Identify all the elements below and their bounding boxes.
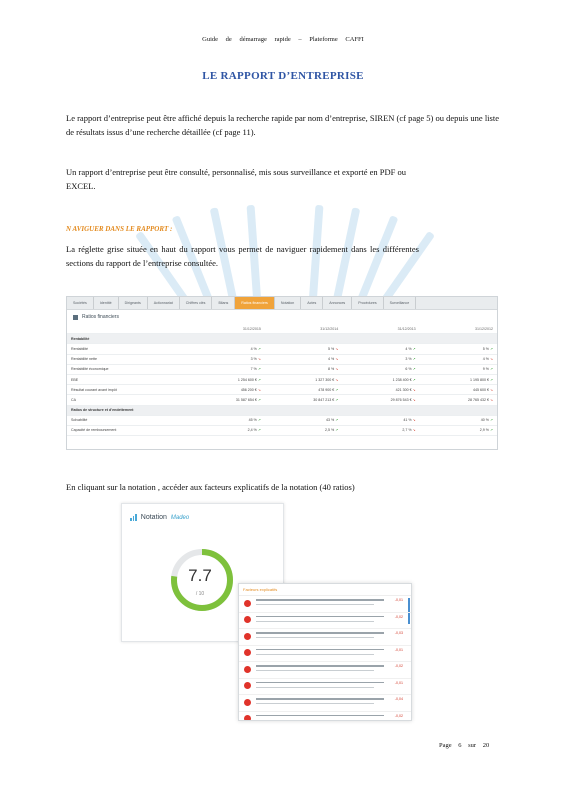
row-value: 2,5 % ↗ — [265, 425, 342, 435]
trend-down-icon: ↘ — [257, 357, 261, 362]
factor-value: -0,03 — [394, 631, 403, 635]
factor-title-line — [256, 632, 384, 634]
nav-tab[interactable]: Actionnariat — [148, 297, 180, 309]
row-value: 4 % ↗ — [342, 344, 419, 354]
factor-value: -0,02 — [394, 664, 403, 668]
row-value: 1 254 600 € ↗ — [187, 374, 264, 384]
ratios-screenshot — [66, 296, 498, 450]
factor-desc-line — [256, 670, 374, 671]
row-value: 1 238 400 € ↗ — [342, 374, 419, 384]
row-value: 5 % ↗ — [420, 344, 497, 354]
alert-dot-icon — [244, 616, 251, 623]
nav-tab[interactable]: Chiffres clés — [180, 297, 213, 309]
chart-bars-icon — [130, 514, 137, 521]
row-value: 43 % ↗ — [265, 415, 342, 425]
row-value: 28 765 432 € ↘ — [420, 395, 497, 405]
factor-title-line — [256, 682, 384, 684]
table-row — [67, 344, 497, 354]
factor-value: -0,02 — [394, 614, 403, 619]
row-value: 4 % ↘ — [265, 354, 342, 364]
factor-value: -0,04 — [394, 697, 403, 701]
row-value: 478 900 € ↗ — [265, 385, 342, 395]
trend-down-icon: ↘ — [412, 387, 416, 392]
nav-tab[interactable]: Surveillance — [384, 297, 417, 309]
trend-down-icon: ↘ — [412, 418, 416, 423]
trend-down-icon: ↘ — [489, 357, 493, 362]
factor-title-line — [256, 649, 384, 651]
nav-tab[interactable]: Procédures — [352, 297, 383, 309]
ratios-section-title — [67, 310, 497, 324]
alert-dot-icon — [244, 715, 251, 721]
trend-up-icon: ↗ — [257, 367, 261, 372]
factor-desc-line — [256, 687, 374, 688]
row-value: 421 300 € ↘ — [342, 385, 419, 395]
row-value: 4 % ↗ — [187, 344, 264, 354]
row-value: 2,7 % ↘ — [342, 425, 419, 435]
header-cell — [67, 324, 187, 334]
factor-row[interactable] — [239, 613, 411, 630]
table-row — [67, 415, 497, 425]
factor-row[interactable] — [239, 712, 411, 722]
row-value: 9 % ↗ — [420, 364, 497, 374]
factor-title-line — [256, 665, 384, 667]
nav-tab[interactable]: Identité — [94, 297, 119, 309]
ratios-table — [67, 324, 497, 436]
nav-tab[interactable]: Dirigeants — [119, 297, 148, 309]
trend-up-icon: ↗ — [412, 367, 416, 372]
row-value: 4 % ↘ — [420, 354, 497, 364]
factor-row[interactable] — [239, 695, 411, 712]
nav-tab[interactable]: Annonces — [323, 297, 352, 309]
trend-down-icon: ↘ — [335, 377, 339, 382]
trend-down-icon: ↘ — [257, 387, 261, 392]
table-row — [67, 374, 497, 384]
intro-paragraph: Le rapport d’entreprise peut être affiché depuis la recherche rapide par nom d’entreprise, SIREN (cf page 5) ou depuis une liste de résultats issus d’une recherche détaillée (cf page 11). — [66, 113, 499, 137]
trend-up-icon: ↗ — [257, 428, 261, 433]
row-value: 3 % ↘ — [187, 354, 264, 364]
row-value: 40 % ↗ — [420, 415, 497, 425]
column-header: 31/12/2012 — [420, 324, 497, 334]
table-icon — [73, 315, 78, 320]
column-header: 31/12/2014 — [265, 324, 342, 334]
row-label: Solvabilité — [67, 415, 187, 425]
row-value: 29 876 543 € ↘ — [342, 395, 419, 405]
table-row — [67, 364, 497, 374]
factor-desc-line — [256, 621, 374, 622]
row-label: Rentabilité — [67, 344, 187, 354]
factor-value: -0,02 — [394, 713, 403, 718]
trend-up-icon: ↗ — [489, 367, 493, 372]
trend-down-icon: ↘ — [489, 387, 493, 392]
trend-up-icon: ↗ — [335, 387, 339, 392]
notation-score: 7.7 — [188, 566, 212, 585]
trend-up-icon: ↗ — [412, 346, 416, 351]
trend-down-icon: ↘ — [412, 397, 416, 402]
trend-up-icon: ↗ — [257, 397, 261, 402]
trend-up-icon: ↗ — [489, 377, 493, 382]
page-title: LE RAPPORT D’ENTREPRISE — [202, 70, 364, 82]
row-value: 45 % ↗ — [187, 415, 264, 425]
column-header: 31/12/2015 — [187, 324, 264, 334]
factor-value: -0,01 — [394, 598, 403, 602]
factor-desc-line — [256, 654, 374, 655]
table-row — [67, 354, 497, 364]
nav-tab[interactable]: Notation — [275, 297, 301, 309]
row-value: 3 % ↗ — [342, 354, 419, 364]
factor-title-line — [256, 715, 384, 717]
row-label: Rentabilité économique — [67, 364, 187, 374]
table-section-row — [67, 334, 497, 344]
row-value: 6 % ↗ — [342, 364, 419, 374]
row-label: EBE — [67, 374, 187, 384]
report-nav-bar[interactable] — [67, 297, 497, 310]
factor-value: -0,01 — [394, 647, 403, 652]
row-value: 456 200 € ↘ — [187, 385, 264, 395]
page-header: Guide de démarrage rapide – Plateforme CAFFI — [202, 36, 364, 43]
trend-down-icon: ↘ — [412, 428, 416, 433]
factor-desc-line — [256, 604, 374, 605]
ratios-title-text: Ratios financiers — [82, 314, 119, 320]
nav-tab[interactable]: Bilans — [212, 297, 235, 309]
section-label: Ratios de structure et d’endettement — [67, 405, 497, 415]
alert-dot-icon — [244, 649, 251, 656]
trend-up-icon: ↗ — [257, 346, 261, 351]
nav-tab[interactable]: Sociétés — [67, 297, 94, 309]
notation-brand: Madeo — [170, 514, 190, 521]
factor-value: -0,01 — [394, 680, 403, 685]
nav-tab[interactable]: Ratios financiers — [235, 297, 275, 309]
table-row — [67, 395, 497, 405]
factor-desc-line — [256, 637, 374, 638]
row-value: 7 % ↗ — [187, 364, 264, 374]
navigation-paragraph: La réglette grise située en haut du rapport vous permet de naviguer rapidement dans les différentes sections du rapport de l’entreprise consultée. — [66, 244, 419, 268]
factor-title-line — [256, 698, 384, 700]
factor-row[interactable] — [239, 596, 411, 613]
notation-label: Notation — [140, 514, 167, 521]
alert-dot-icon — [244, 600, 251, 607]
row-value: 5 % ↘ — [265, 344, 342, 354]
row-value: 2,9 % ↗ — [420, 425, 497, 435]
trend-down-icon: ↘ — [335, 346, 339, 351]
section-label: Rentabilité — [67, 334, 497, 344]
alert-dot-icon — [244, 682, 251, 689]
alert-dot-icon — [244, 633, 251, 640]
row-label: CA — [67, 395, 187, 405]
trend-up-icon: ↗ — [412, 377, 416, 382]
factor-title-line — [256, 599, 384, 601]
trend-up-icon: ↗ — [489, 428, 493, 433]
row-label: Capacité de remboursement — [67, 425, 187, 435]
table-header-row — [67, 324, 497, 334]
row-value: 445 600 € ↘ — [420, 385, 497, 395]
row-label: Rentabilité nette — [67, 354, 187, 364]
alert-dot-icon — [244, 666, 251, 673]
notation-scale: / 10 — [195, 591, 205, 597]
table-row — [67, 385, 497, 395]
row-value: 2,4 % ↗ — [187, 425, 264, 435]
factors-screenshot — [238, 583, 412, 721]
row-value: 30 847 213 € ↗ — [265, 395, 342, 405]
row-value: 1 195 800 € ↗ — [420, 374, 497, 384]
alert-dot-icon — [244, 699, 251, 706]
factor-desc-line — [256, 703, 374, 704]
factors-list — [239, 596, 411, 721]
factor-row[interactable] — [239, 646, 411, 663]
row-value: 41 % ↘ — [342, 415, 419, 425]
trend-up-icon: ↗ — [335, 428, 339, 433]
trend-up-icon: ↗ — [412, 357, 416, 362]
nav-tab[interactable]: Actes — [301, 297, 323, 309]
table-row — [67, 425, 497, 435]
column-header: 31/12/2013 — [342, 324, 419, 334]
notation-card-header — [130, 514, 189, 521]
trend-up-icon: ↗ — [489, 418, 493, 423]
trend-up-icon: ↗ — [335, 418, 339, 423]
factor-title-line — [256, 616, 384, 618]
row-value: 8 % ↘ — [265, 364, 342, 374]
export-paragraph: Un rapport d’entreprise peut être consulté, personnalisé, mis sous surveillance et exporté en PDF ou EXCEL. — [66, 167, 406, 191]
row-value: 1 327 300 € ↘ — [265, 374, 342, 384]
table-section-row — [67, 405, 497, 415]
trend-down-icon: ↘ — [335, 367, 339, 372]
factor-row[interactable] — [239, 629, 411, 646]
factor-row[interactable] — [239, 679, 411, 696]
row-value: 31 587 654 € ↗ — [187, 395, 264, 405]
section-heading: N AVIGUER DANS LE RAPPORT : — [66, 225, 173, 233]
factors-header: Facteurs explicatifs — [239, 584, 411, 596]
notation-paragraph: En cliquant sur la notation , accéder aux facteurs explicatifs de la notation (40 ratios) — [66, 482, 355, 492]
trend-up-icon: ↗ — [489, 346, 493, 351]
page-footer: Page 6 sur 20 — [439, 742, 490, 749]
trend-up-icon: ↗ — [257, 418, 261, 423]
factor-row[interactable] — [239, 662, 411, 679]
trend-down-icon: ↘ — [335, 357, 339, 362]
trend-up-icon: ↗ — [335, 397, 339, 402]
trend-down-icon: ↘ — [489, 397, 493, 402]
trend-up-icon: ↗ — [257, 377, 261, 382]
factor-desc-line — [256, 720, 374, 721]
row-label: Résultat courant avant impôt — [67, 385, 187, 395]
